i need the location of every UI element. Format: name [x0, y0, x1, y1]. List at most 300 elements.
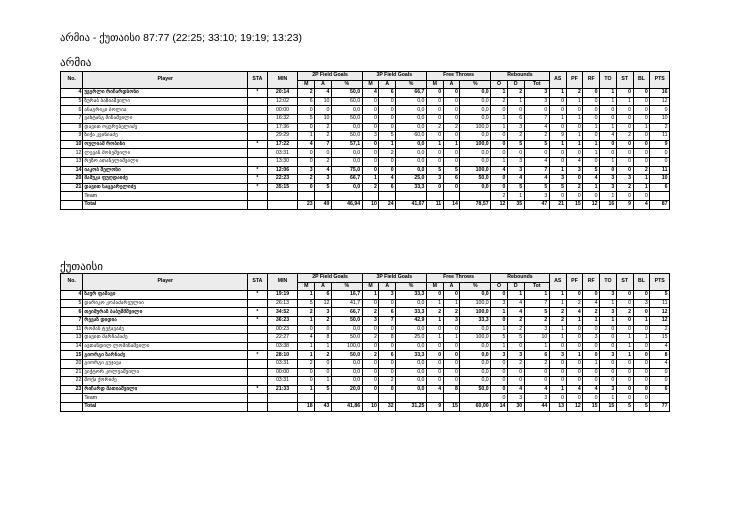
stat-o: 0	[491, 316, 508, 325]
player-name: თეიმურაზ ბაბუშმშვილი	[83, 308, 248, 317]
stat-as: 1	[549, 114, 566, 123]
stat-p3m: 2	[362, 334, 379, 343]
stat-pts: 11	[650, 132, 670, 141]
player-name: Team	[83, 192, 248, 201]
stat-p3a	[379, 192, 396, 201]
page-title: არმია - ქუთაისი 87:77 (22:25; 33:10; 19:19; 13:23)	[60, 32, 302, 44]
stat-pts: 12	[650, 316, 670, 325]
stat-as: 1	[549, 140, 566, 149]
minutes: 16:32	[267, 114, 298, 123]
stat-p3m: 3	[362, 132, 379, 141]
stat-pf: 1	[566, 351, 583, 360]
stat-p3m: 2	[362, 308, 379, 317]
stat-p3a: 6	[379, 308, 396, 317]
table-row	[61, 132, 670, 141]
player-name: რიჩარდ მათიაშვილი	[83, 385, 248, 394]
stat-ftm: 0	[426, 183, 443, 192]
minutes	[267, 192, 298, 201]
stat-to: 0	[600, 149, 617, 158]
stat-pts: 0	[650, 106, 670, 115]
stat-ftm: 0	[426, 149, 443, 158]
stat-pf: 4	[566, 157, 583, 166]
column-subheader: O	[491, 282, 508, 291]
stat-p2a: 12	[315, 299, 332, 308]
player-number: 14	[61, 342, 83, 351]
stat-fta: 1	[443, 334, 460, 343]
stat-ftp: 0,0	[460, 359, 491, 368]
header-row	[61, 72, 670, 81]
stat-pf: 0	[566, 394, 583, 403]
table-row	[61, 316, 670, 325]
stat-d: 0	[507, 368, 524, 377]
starter-mark: *	[248, 140, 268, 149]
stat-st: 0	[616, 368, 633, 377]
stat-p2m: 0	[298, 377, 315, 386]
stat-tot: 5	[524, 183, 549, 192]
stat-p2p: 16,7	[331, 291, 362, 300]
stat-bl: 0	[633, 149, 650, 158]
stat-p3p: 0,0	[396, 106, 427, 115]
stat-ftm: 0	[426, 106, 443, 115]
stat-bl: 0	[633, 385, 650, 394]
player-number: 4	[61, 291, 83, 300]
minutes	[267, 394, 298, 403]
stat-rf: 0	[583, 351, 600, 360]
stat-tot: 0	[524, 368, 549, 377]
table-row	[61, 157, 670, 166]
stat-as: 0	[549, 192, 566, 201]
column-header: No.	[61, 274, 83, 291]
stat-p3p: 33,3	[396, 183, 427, 192]
stat-tot: 1	[524, 342, 549, 351]
table-row	[61, 114, 670, 123]
stat-p3a: 1	[379, 140, 396, 149]
stat-p3p	[396, 192, 427, 201]
column-subheader: Tot	[524, 282, 549, 291]
stat-st: 1	[616, 97, 633, 106]
stat-p2a: 10	[315, 114, 332, 123]
stat-pts: 12	[650, 97, 670, 106]
stat-st: 0	[616, 106, 633, 115]
stat-ftp: 0,0	[460, 106, 491, 115]
minutes: 29:29	[267, 132, 298, 141]
stat-d: 1	[507, 97, 524, 106]
player-number: 6	[61, 106, 83, 115]
starter-mark: *	[248, 385, 268, 394]
stat-ftm: 0	[426, 342, 443, 351]
stat-o: 2	[491, 192, 508, 201]
total-to: 16	[600, 200, 617, 209]
minutes: 13:30	[267, 157, 298, 166]
team-name-away: ქუთაისი	[60, 261, 103, 273]
stat-fta: 8	[443, 385, 460, 394]
stat-fta: 0	[443, 342, 460, 351]
total-as: 21	[549, 200, 566, 209]
stat-rf: 4	[583, 299, 600, 308]
stat-ftm: 3	[426, 175, 443, 184]
player-name: ავთანდილ ლომინაშვილი	[83, 342, 248, 351]
stat-pts: 0	[650, 149, 670, 158]
column-header: STA	[248, 274, 268, 291]
stat-p2a: 3	[315, 175, 332, 184]
player-name: ანაგრიკი ბოლია	[83, 106, 248, 115]
player-number	[61, 394, 83, 403]
player-name: დავით საცვარელიძე	[83, 183, 248, 192]
stat-p3p: 25,0	[396, 175, 427, 184]
stat-p2p	[331, 192, 362, 201]
stat-o: 0	[491, 377, 508, 386]
stat-ftp: 0,0	[460, 89, 491, 98]
stat-rf: 1	[583, 359, 600, 368]
table-row	[61, 183, 670, 192]
stat-d: 4	[507, 175, 524, 184]
stat-as: 0	[549, 106, 566, 115]
stat-fta: 0	[443, 149, 460, 158]
table-row	[61, 377, 670, 386]
minutes: 36:23	[267, 316, 298, 325]
stat-p3p: 0,0	[396, 377, 427, 386]
column-subheader: %	[460, 282, 491, 291]
stat-rf: 0	[583, 377, 600, 386]
stat-rf: 1	[583, 149, 600, 158]
stat-rf: 1	[583, 316, 600, 325]
stat-p3a: 0	[379, 166, 396, 175]
stat-tot: 3	[524, 325, 549, 334]
stat-fta: 0	[443, 183, 460, 192]
stat-d: 0	[507, 149, 524, 158]
stat-rf: 0	[583, 132, 600, 141]
minutes: 26:13	[267, 299, 298, 308]
stat-p2a: 0	[315, 149, 332, 158]
stat-bl: 0	[633, 342, 650, 351]
table-row	[61, 123, 670, 132]
stat-as: 0	[549, 342, 566, 351]
total-pts: 87	[650, 200, 670, 209]
stat-o: 0	[491, 368, 508, 377]
player-name: იაკობ შელონი	[83, 166, 248, 175]
stat-p2p: 57,1	[331, 140, 362, 149]
stat-p2p: 0,0	[331, 359, 362, 368]
stat-bl: 2	[633, 166, 650, 175]
stat-ftp: 0,0	[460, 97, 491, 106]
stat-p2p: 50,0	[331, 132, 362, 141]
stat-as: 1	[549, 166, 566, 175]
stat-fta: 0	[443, 325, 460, 334]
stat-as: 1	[549, 89, 566, 98]
player-number	[61, 192, 83, 201]
column-subheader: D	[507, 80, 524, 89]
column-header: MIN	[267, 274, 298, 291]
stat-st: 0	[616, 299, 633, 308]
stat-p3m: 2	[362, 183, 379, 192]
stat-p2p: 0,0	[331, 325, 362, 334]
stat-p2p: 50,0	[331, 351, 362, 360]
column-subheader: %	[460, 80, 491, 89]
stat-pf: 0	[566, 291, 583, 300]
minutes: 21:33	[267, 385, 298, 394]
stat-ftp: 100,0	[460, 123, 491, 132]
stat-fta: 0	[443, 368, 460, 377]
starter-mark	[248, 394, 268, 403]
stat-to: 4	[600, 132, 617, 141]
stat-st: 0	[616, 166, 633, 175]
stat-ftm: 0	[426, 97, 443, 106]
stat-d: 3	[507, 394, 524, 403]
stat-bl: 0	[633, 351, 650, 360]
player-name: რომან ტეჭავაძე	[83, 325, 248, 334]
stat-pts: 4	[650, 359, 670, 368]
total-spacer	[267, 200, 298, 209]
stat-p3p: 0,0	[396, 368, 427, 377]
stat-p2m: 0	[298, 183, 315, 192]
stat-bl: 0	[633, 291, 650, 300]
stat-tot: 5	[524, 140, 549, 149]
stat-pts: 16	[650, 89, 670, 98]
stat-ftm: 2	[426, 308, 443, 317]
stat-p2m: 1	[298, 385, 315, 394]
stat-d: 0	[507, 342, 524, 351]
total-ftp: 60,00	[460, 402, 491, 411]
stat-p3m	[362, 192, 379, 201]
stat-ftm: 0	[426, 89, 443, 98]
stat-ftp: 100,0	[460, 334, 491, 343]
column-header: PF	[566, 274, 583, 291]
starter-mark	[248, 342, 268, 351]
player-number: 5	[61, 299, 83, 308]
stat-ftm: 0	[426, 377, 443, 386]
stat-tot: 0	[524, 106, 549, 115]
stat-ftp: 100,0	[460, 140, 491, 149]
stat-ftp: 0,0	[460, 368, 491, 377]
stat-st: 0	[616, 114, 633, 123]
player-number: 6	[61, 308, 83, 317]
stat-p3a: 0	[379, 97, 396, 106]
stat-st: 0	[616, 123, 633, 132]
player-number: 23	[61, 385, 83, 394]
stat-to: 0	[600, 325, 617, 334]
starter-mark	[248, 377, 268, 386]
stat-p2p: 20,0	[331, 385, 362, 394]
stat-fta	[443, 394, 460, 403]
stat-rf: 0	[583, 394, 600, 403]
stat-p2m: 0	[298, 106, 315, 115]
minutes: 03:38	[267, 342, 298, 351]
minutes: 20:14	[267, 89, 298, 98]
player-name: ვიქტორ კოლუაშვილი	[83, 368, 248, 377]
stat-p2m: 4	[298, 140, 315, 149]
stat-rf: 0	[583, 106, 600, 115]
stat-pts: 12	[650, 308, 670, 317]
stat-p2a: 2	[315, 123, 332, 132]
stat-ftm: 1	[426, 140, 443, 149]
column-header: ST	[616, 72, 633, 89]
stat-rf: 0	[583, 291, 600, 300]
stat-st: 0	[616, 192, 633, 201]
header-row	[61, 274, 670, 283]
player-number: 13	[61, 334, 83, 343]
stat-ftp: 50,0	[460, 385, 491, 394]
stat-p3m: 0	[362, 149, 379, 158]
stat-st: 0	[616, 325, 633, 334]
stat-p3m: 0	[362, 114, 379, 123]
stat-p2m: 2	[298, 359, 315, 368]
stat-as: 0	[549, 359, 566, 368]
stat-st: 2	[616, 132, 633, 141]
stat-o: 1	[491, 114, 508, 123]
column-subheader: A	[315, 80, 332, 89]
player-number: 10	[61, 140, 83, 149]
stat-p2m: 1	[298, 342, 315, 351]
minutes: 35:15	[267, 183, 298, 192]
stat-p2m: 0	[298, 325, 315, 334]
stat-p3p: 0,0	[396, 157, 427, 166]
column-header: 3P Field Goals	[362, 274, 426, 283]
stat-p3m: 0	[362, 325, 379, 334]
total-pts: 77	[650, 402, 670, 411]
stat-p3p: 25,0	[396, 334, 427, 343]
stat-st: 3	[616, 175, 633, 184]
stat-p2p: 100,0	[331, 342, 362, 351]
stat-o: 1	[491, 89, 508, 98]
total-fta: 15	[443, 402, 460, 411]
table-row	[61, 291, 670, 300]
stat-p2a: 0	[315, 359, 332, 368]
column-header: PF	[566, 72, 583, 89]
stat-p2p	[331, 394, 362, 403]
stat-ftm: 0	[426, 359, 443, 368]
stat-p3m: 0	[362, 377, 379, 386]
column-header: TO	[600, 72, 617, 89]
stat-st: 1	[616, 351, 633, 360]
stat-p3p: 0,0	[396, 299, 427, 308]
stat-as: 1	[549, 325, 566, 334]
column-header: AS	[549, 274, 566, 291]
stat-p3p: 0,0	[396, 359, 427, 368]
stat-to: 3	[600, 291, 617, 300]
player-name: რეზო ათანელიშვილი	[83, 157, 248, 166]
minutes: 22:27	[267, 334, 298, 343]
stat-st: 2	[616, 183, 633, 192]
stat-o: 0	[491, 359, 508, 368]
total-row	[61, 402, 670, 411]
starter-mark: *	[248, 308, 268, 317]
stat-tot: 4	[524, 175, 549, 184]
stat-pts: 15	[650, 334, 670, 343]
stat-fta: 2	[443, 123, 460, 132]
stat-pf: 1	[566, 316, 583, 325]
table-row	[61, 385, 670, 394]
stat-d: 2	[507, 89, 524, 98]
table-row	[61, 192, 670, 201]
column-header: Rebounds	[491, 72, 550, 81]
stat-d: 4	[507, 299, 524, 308]
stat-d: 3	[507, 123, 524, 132]
stat-p3a: 3	[379, 291, 396, 300]
stat-to: 3	[600, 385, 617, 394]
starter-mark: *	[248, 183, 268, 192]
stat-p3m: 0	[362, 385, 379, 394]
stat-p3p: 66,7	[396, 89, 427, 98]
stat-d: 4	[507, 385, 524, 394]
stat-pf: 2	[566, 299, 583, 308]
stat-fta: 0	[443, 106, 460, 115]
stat-p3m: 1	[362, 291, 379, 300]
player-name: ზურაბ ბაზიაშვილი	[83, 97, 248, 106]
stat-ftp	[460, 192, 491, 201]
stat-d: 2	[507, 132, 524, 141]
stat-p3a: 2	[379, 377, 396, 386]
stat-st: 0	[616, 385, 633, 394]
stat-tot: 5	[524, 308, 549, 317]
stat-d: 5	[507, 334, 524, 343]
stat-pts: 0	[650, 368, 670, 377]
starter-mark	[248, 149, 268, 158]
stat-bl: 0	[633, 114, 650, 123]
stat-p2p: 0,0	[331, 183, 362, 192]
total-label: Total	[83, 402, 248, 411]
column-subheader: M	[426, 282, 443, 291]
stat-pts: 4	[650, 342, 670, 351]
stat-pf: 2	[566, 183, 583, 192]
table-row	[61, 368, 670, 377]
stat-to: 3	[600, 351, 617, 360]
column-header: Player	[83, 72, 248, 89]
stat-o: 4	[491, 166, 508, 175]
stat-d: 3	[507, 157, 524, 166]
starter-mark	[248, 192, 268, 201]
stat-o: 0	[491, 385, 508, 394]
stat-p3p: 33,3	[396, 308, 427, 317]
player-number: 20	[61, 359, 83, 368]
stat-p3a: 8	[379, 334, 396, 343]
column-header: Player	[83, 274, 248, 291]
total-spacer	[248, 200, 268, 209]
stat-p3a: 0	[379, 368, 396, 377]
table-row	[61, 140, 670, 149]
stat-as: 1	[549, 385, 566, 394]
stat-fta: 5	[443, 166, 460, 175]
stat-pts: 2	[650, 123, 670, 132]
stat-d: 2	[507, 325, 524, 334]
stat-pts: 8	[650, 351, 670, 360]
stat-bl: 1	[633, 175, 650, 184]
stat-p2a: 1	[315, 342, 332, 351]
stat-ftm	[426, 394, 443, 403]
minutes: 17:36	[267, 123, 298, 132]
stat-pf: 2	[566, 89, 583, 98]
stat-rf: 0	[583, 157, 600, 166]
stat-d: 1	[507, 291, 524, 300]
stat-bl: 0	[633, 106, 650, 115]
stat-ftm: 1	[426, 316, 443, 325]
stat-p2p: 41,7	[331, 299, 362, 308]
stat-o: 1	[491, 157, 508, 166]
stat-rf: 0	[583, 368, 600, 377]
stat-o: 1	[491, 123, 508, 132]
minutes: 03:31	[267, 359, 298, 368]
stat-p3a: 6	[379, 183, 396, 192]
stat-bl: 0	[633, 325, 650, 334]
stat-ftp: 0,0	[460, 351, 491, 360]
stat-ftm: 1	[426, 334, 443, 343]
total-bl: 4	[633, 200, 650, 209]
stat-fta: 0	[443, 291, 460, 300]
stat-tot: 6	[524, 351, 549, 360]
column-subheader: M	[298, 282, 315, 291]
starter-mark: *	[248, 351, 268, 360]
stat-rf: 1	[583, 183, 600, 192]
stat-pf: 1	[566, 114, 583, 123]
